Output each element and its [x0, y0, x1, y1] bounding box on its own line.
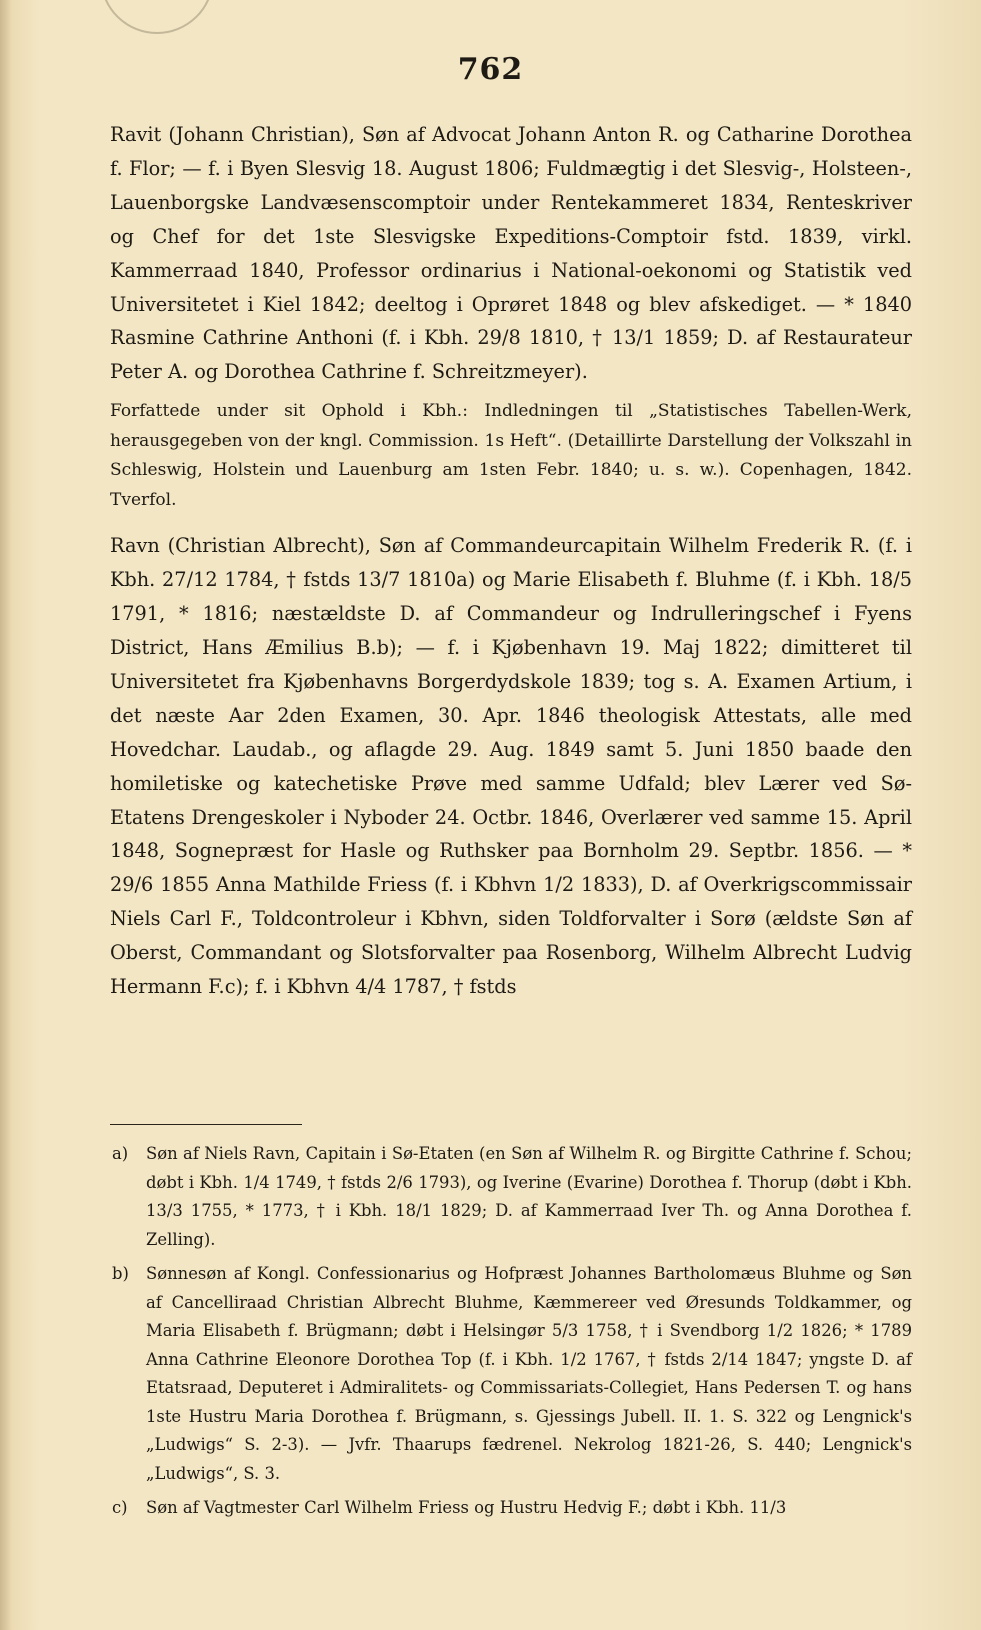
entry-ravit: Ravit (Johann Christian), Søn af Advocat Johann Anton R. og Catharine Dorothea f. Flor; — f. i Byen Slesvig 18. August 1806; Fuldmægtig i det Slesvig-, Holsteen-, Lauenborgske Landvæsenscomptoir under Rentekammeret 1834, Renteskriver og Chef for det 1ste Slesvigske Expeditions-Comptoir fstd. 1839, virkl. Kammerraad 1840, Professor ordinarius i National-oekonomi og Statistik ved Universitetet i Kiel 1842; deeltog i Oprøret 1848 og blev afskediget. — * 1840 Rasmine Cathrine Anthoni (f. i Kbh. 29/8 1810, † 13/1 1859; D. af Restaurateur Peter A. og Dorothea Cathrine f. Schreitzmeyer). — [110, 123, 912, 384]
footnote-label: a) — [112, 1144, 129, 1163]
footnote-label: b) — [112, 1264, 129, 1283]
entry-ravn: Ravn (Christian Albrecht), Søn af Commandeurcapitain Wilhelm Frederik R. (f. i Kbh. 27/12 1784, † fstds 13/7 1810a) og Marie Elisabeth f. Bluhme (f. i Kbh. 18/5 1791, * 1816; næstældste D. af Commandeur og Indrulleringschef i Fyens District, Hans Æmilius B.b); — f. i Kjøbenhavn 19. Maj 1822; dimitteret til Universitetet fra Kjøbenhavns Borgerdydskole 1839; tog s. A. Examen Artium, i det næste Aar 2den Examen, 30. Apr. 1846 theologisk Attestats, alle med Hovedchar. Laudab., og aflagde 29. Aug. 1849 samt 5. Juni 1850 baade den homiletiske og katechetiske Prøve med samme Udfald; blev Lærer ved Sø-Etatens Drengeskoler i Nyboder 24. Octbr. 1846, Overlærer ved samme 15. April 1848, Sognepræst for Hasle og Ruthsker paa Bornholm 29. Septbr. 1856. — * 29/6 1855 Anna Mathilde Friess (f. i Kbhvn 1/2 1833), D. af Overkrigscommissair Niels Carl F., Toldcontroleur i Kbhvn, siden Toldforvalter i Sorø (ældste Søn af Oberst, Commandant og Slotsforvalter paa Rosenborg, Wilhelm Albrecht Ludvig Hermann F.c); f. i Kbhvn 4/4 1787, † fstds — [110, 534, 912, 999]
entry-ravit-works: Forfattede under sit Ophold i Kbh.: Indledningen til „Statistisches Tabellen-Werk, herausgegeben von der kngl. Commission. 1s Heft“. (Detaillirte Darstellung der Volkszahl in Schleswig, Holstein und Lauenburg am 1sten Febr. 1840; u. s. w.). Copenhagen, 1842. Tverfol. — [110, 401, 912, 510]
footnote-text: Søn af Niels Ravn, Capitain i Sø-Etaten (en Søn af Wilhelm R. og Birgitte Cathrine f. Schou; døbt i Kbh. 1/4 1749, † fstds 2/6 1793), og Iverine (Evarine) Dorothea f. Thorup (døbt i Kbh. 13/3 1755, * 1773, † i Kbh. 18/1 1829; D. af Kammerraad Iver Th. og Anna Dorothea f. Zelling). — [146, 1144, 912, 1249]
page-number: 762 — [457, 52, 524, 87]
corner-stamp-mark — [100, 0, 214, 34]
footnote-label: c) — [112, 1498, 128, 1517]
page-spine-shadow — [0, 0, 12, 1630]
footnote-divider — [110, 1124, 302, 1125]
footnote-c — [112, 1494, 912, 1523]
main-text — [110, 118, 912, 1004]
footnotes — [112, 1140, 912, 1529]
footnote-b — [112, 1260, 912, 1488]
footnote-text: Sønnesøn af Kongl. Confessionarius og Hofpræst Johannes Bartholomæus Bluhme og Søn af Cancelliraad Christian Albrecht Bluhme, Kæmmereer ved Øresunds Toldkammer, og Maria Elisabeth f. Brügmann; døbt i Helsingør 5/3 1758, † i Svendborg 1/2 1826; * 1789 Anna Cathrine Eleonore Dorothea Top (f. i Kbh. 1/2 1767, † fstds 2/14 1847; yngste D. af Etatsraad, Deputeret i Admiralitets- og Commissariats-Collegiet, Hans Pedersen T. og hans 1ste Hustru Maria Dorothea f. Brügmann, s. Gjessings Jubell. II. 1. S. 322 og Lengnick's „Ludwigs“ S. 2-3). — Jvfr. Thaarups fædrenel. Nekrolog 1821-26, S. 440; Lengnick's „Ludwigs“, S. 3. — [146, 1264, 912, 1483]
footnote-text: Søn af Vagtmester Carl Wilhelm Friess og Hustru Hedvig F.; døbt i Kbh. 11/3 — [146, 1498, 787, 1517]
footnote-a — [112, 1140, 912, 1254]
